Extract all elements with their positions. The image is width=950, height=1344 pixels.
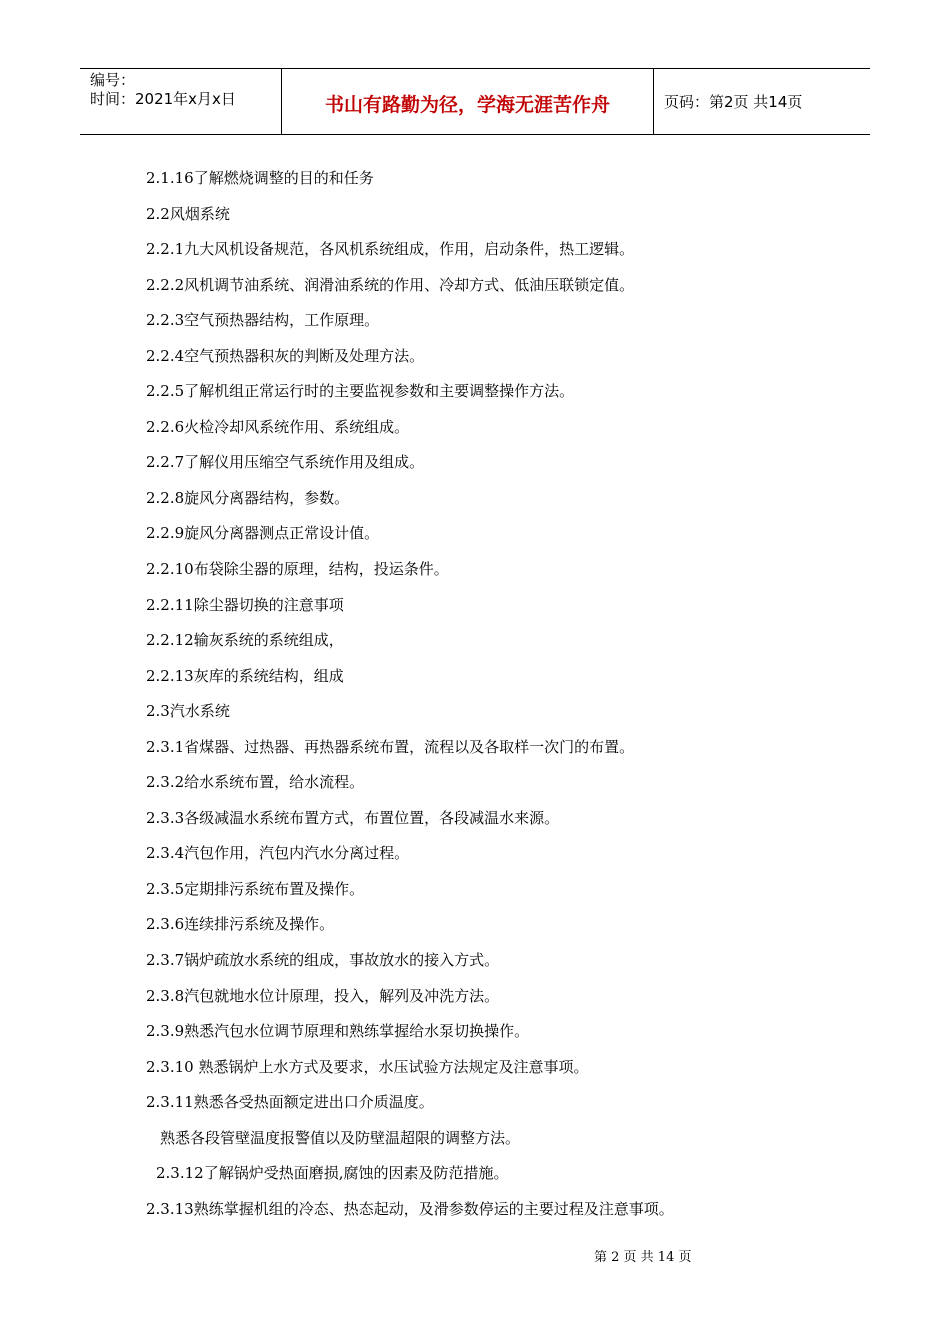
text-line: 2.2.6火检冷却风系统作用、系统组成。 [146, 417, 410, 436]
text-line: 熟悉各段管壁温度报警值以及防壁温超限的调整方法。 [160, 1128, 521, 1147]
header-meta [80, 69, 282, 134]
text-line: 2.3.13熟练掌握机组的冷态、热态起动，及滑参数停运的主要过程及注意事项。 [146, 1199, 674, 1218]
text-line: 2.3.4汽包作用，汽包内汽水分离过程。 [146, 844, 410, 863]
text-line: 2.2.4空气预热器积灰的判断及处理方法。 [146, 346, 425, 365]
document-number: 编号： [90, 71, 136, 89]
text-line: 2.2.7了解仪用压缩空气系统作用及组成。 [146, 453, 425, 472]
text-line: 2.3.3各级减温水系统布置方式，布置位置，各段减温水来源。 [146, 808, 560, 827]
text-line: 2.3.12了解锅炉受热面磨损,腐蚀的因素及防范措施。 [156, 1164, 509, 1183]
text-line: 2.2.11除尘器切换的注意事项 [146, 595, 344, 614]
text-line: 2.2.12输灰系统的系统组成， [146, 631, 344, 650]
text-line: 2.2.9旋风分离器测点正常设计值。 [146, 524, 380, 543]
text-line: 2.3.8汽包就地水位计原理，投入，解列及冲洗方法。 [146, 986, 500, 1005]
text-line: 2.2.5了解机组正常运行时的主要监视参数和主要调整操作方法。 [146, 382, 575, 401]
document-time: 时间：2021年x月x日 [90, 90, 236, 108]
text-line: 2.2.13灰库的系统结构，组成 [146, 666, 344, 685]
page-header [80, 68, 870, 135]
page-footer: 第 2 页 共 14 页 [594, 1250, 692, 1265]
document-body [146, 166, 846, 1232]
text-line: 2.2.1九大风机设备规范，各风机系统组成，作用，启动条件，热工逻辑。 [146, 240, 635, 259]
text-line: 2.2.2风机调节油系统、润滑油系统的作用、冷却方式、低油压联锁定值。 [146, 275, 635, 294]
text-line: 2.2.10布袋除尘器的原理，结构，投运条件。 [146, 560, 449, 579]
text-line: 2.3.2给水系统布置，给水流程。 [146, 773, 365, 792]
text-line: 2.3.5定期排污系统布置及操作。 [146, 879, 365, 898]
text-line: 2.2.3空气预热器结构，工作原理。 [146, 311, 380, 330]
text-line: 2.3.11熟悉各受热面额定进出口介质温度。 [146, 1093, 434, 1112]
section-heading: 2.2风烟系统 [146, 204, 230, 223]
header-page-info [654, 69, 870, 134]
text-line: 2.1.16了解燃烧调整的目的和任务 [146, 169, 374, 187]
text-line: 2.3.7锅炉疏放水系统的组成，事故放水的接入方式。 [146, 951, 500, 970]
header-motto [282, 69, 654, 134]
page-number: 页码：第2页 共14页 [664, 93, 803, 111]
section-heading: 2.3汽水系统 [146, 702, 230, 721]
text-line: 2.3.6连续排污系统及操作。 [146, 915, 335, 934]
text-line: 2.3.10 熟悉锅炉上水方式及要求，水压试验方法规定及注意事项。 [146, 1057, 589, 1076]
text-line: 2.3.9熟悉汽包水位调节原理和熟练掌握给水泵切换操作。 [146, 1022, 530, 1041]
text-line: 2.3.1省煤器、过热器、再热器系统布置，流程以及各取样一次门的布置。 [146, 737, 635, 756]
motto-text: 书山有路勤为径，学海无涯苦作舟 [324, 94, 610, 116]
text-line: 2.2.8旋风分离器结构，参数。 [146, 488, 350, 507]
